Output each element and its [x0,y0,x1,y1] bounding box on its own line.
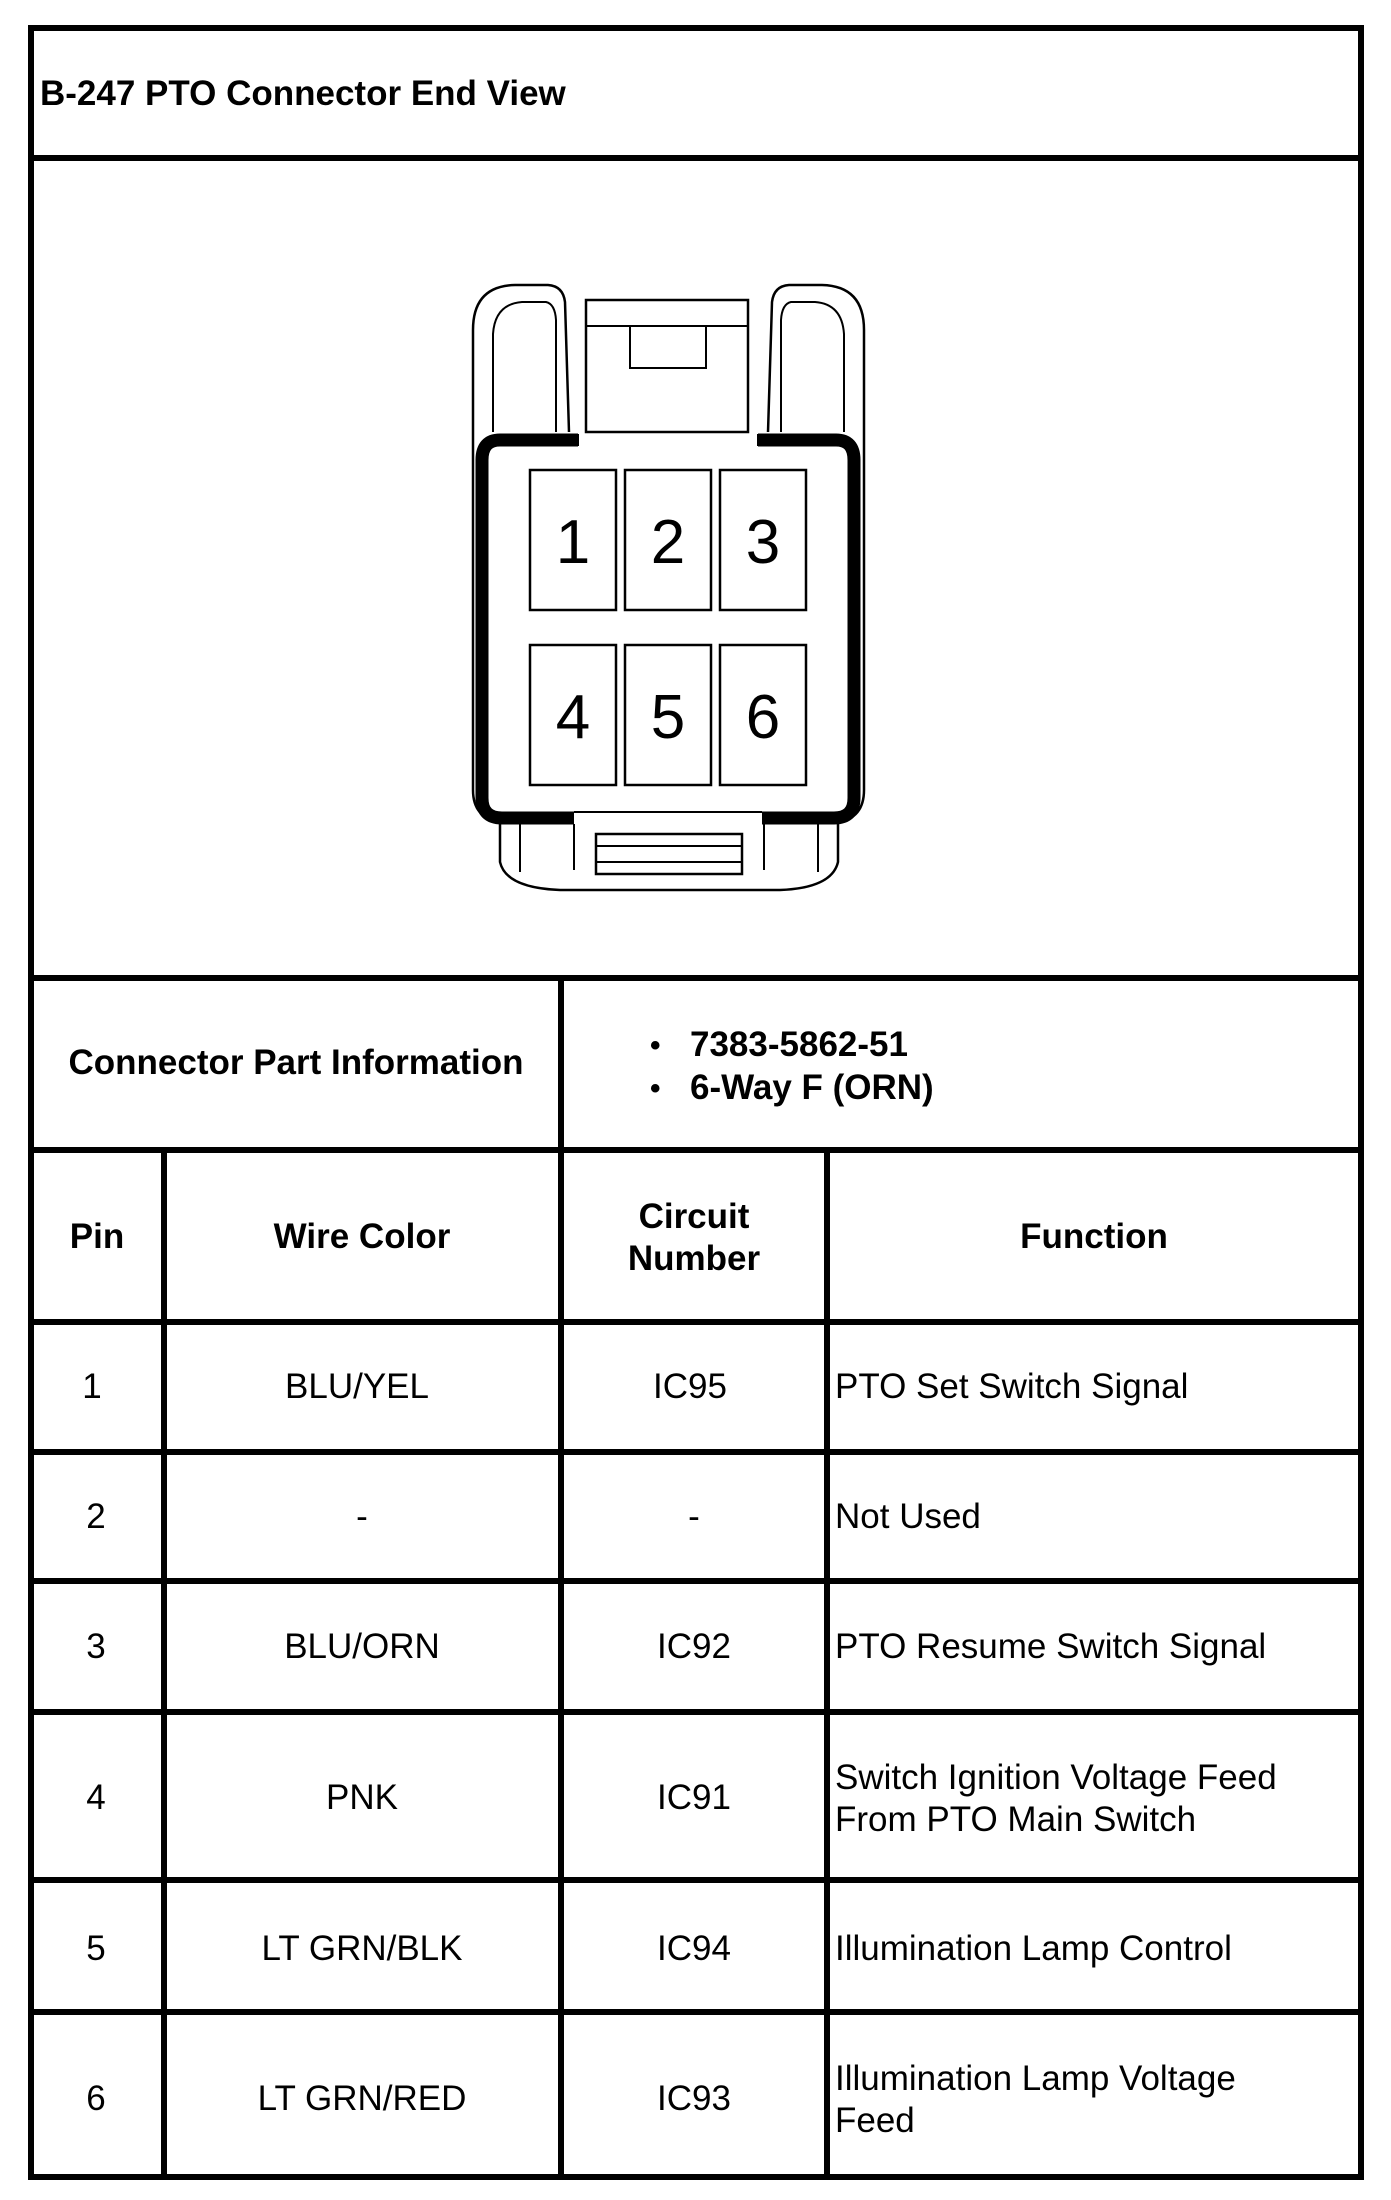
table-row [86,1758,1276,1839]
header-function: Function [1020,1217,1168,1256]
header-circuit-number-line1: Circuit [638,1197,750,1236]
pin-number-label: 1 [555,508,591,577]
page-title: B-247 PTO Connector End View [40,74,566,113]
cell-wire-color: LT GRN/RED [257,2079,467,2118]
table-row [86,1497,981,1536]
cell-function: Illumination Lamp Voltage [835,2059,1236,2098]
bullet-icon: • [650,1072,661,1105]
cell-function: PTO Resume Switch Signal [835,1627,1267,1666]
pin-number-label: 5 [650,683,686,752]
table-header [70,1197,1168,1278]
part-info-label: Connector Part Information [68,1043,524,1082]
header-wire-color: Wire Color [273,1217,451,1256]
bullet-icon: • [650,1029,661,1062]
table-row [86,1627,1266,1666]
table-row [86,1929,1232,1968]
cell-wire-color: BLU/YEL [285,1367,429,1406]
cell-pin: 2 [86,1497,106,1536]
table-row [86,2059,1236,2140]
part-number: 7383-5862-51 [690,1025,908,1064]
pin-number-label: 3 [745,508,781,577]
cell-pin: 6 [86,2079,106,2118]
pin-number-label: 2 [650,508,686,577]
cell-circuit: IC91 [657,1778,731,1817]
pin-number-label: 4 [555,683,591,752]
header-circuit-number-line2: Number [627,1239,761,1278]
cell-circuit: IC93 [657,2079,731,2118]
cell-wire-color: PNK [326,1778,398,1817]
cell-circuit: IC92 [657,1627,731,1666]
connector-end-view-drawing [473,285,864,890]
cell-pin: 4 [86,1778,106,1817]
cell-pin: 1 [82,1367,102,1406]
cell-function: Illumination Lamp Control [835,1929,1232,1968]
cell-pin: 3 [86,1627,106,1666]
connector-description: 6-Way F (ORN) [690,1068,934,1107]
table-row [82,1367,1188,1406]
cell-circuit: - [688,1497,700,1536]
cell-function: From PTO Main Switch [835,1800,1197,1839]
cell-pin: 5 [86,1929,106,1968]
header-pin: Pin [69,1217,125,1256]
cell-function: PTO Set Switch Signal [835,1367,1189,1406]
cell-circuit: IC95 [653,1367,727,1406]
cell-function: Feed [835,2101,915,2140]
pin-number-label: 6 [745,683,781,752]
cell-wire-color: BLU/ORN [284,1627,440,1666]
cell-wire-color: LT GRN/BLK [261,1929,463,1968]
cell-circuit: IC94 [657,1929,731,1968]
cell-function: Switch Ignition Voltage Feed [835,1758,1277,1797]
cell-function: Not Used [835,1497,981,1536]
cell-wire-color: - [356,1497,368,1536]
